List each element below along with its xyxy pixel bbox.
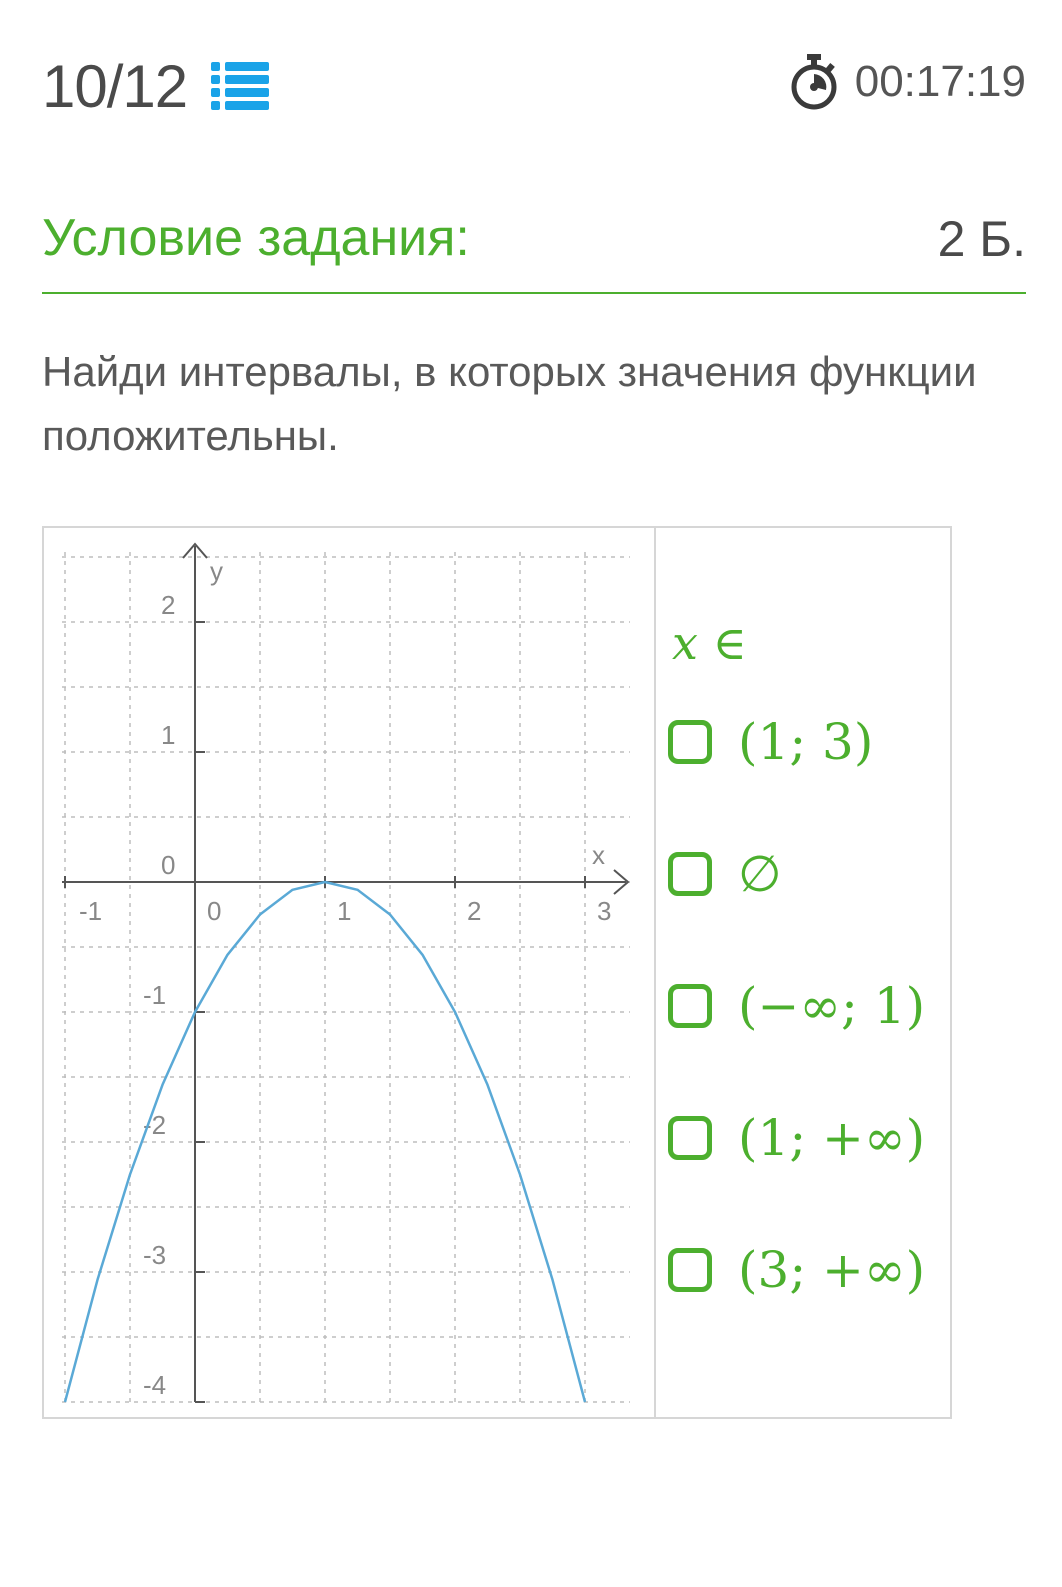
option-label: (−∞; 1) <box>738 977 926 1035</box>
option-label: (3; +∞) <box>738 1241 926 1299</box>
y-tick-label: -1 <box>143 980 167 1010</box>
x-axis-label: x <box>592 840 605 870</box>
x-tick-label: 3 <box>597 896 612 926</box>
y-axis-label: y <box>210 556 223 586</box>
timer-value: 00:17:19 <box>854 57 1026 106</box>
checkbox[interactable] <box>668 984 712 1028</box>
answer-options <box>668 616 948 1336</box>
y-tick-label: 2 <box>161 590 176 620</box>
y-tick-label: 1 <box>161 720 176 750</box>
question-counter: 10/12 <box>42 53 188 120</box>
x-tick-label: 2 <box>467 896 482 926</box>
answer-prefix: x ∈ <box>672 616 747 670</box>
points-badge: 2 Б. <box>937 211 1026 267</box>
option-label: (1; +∞) <box>738 1109 926 1167</box>
y-tick-label: -3 <box>143 1240 167 1270</box>
x-tick-label: -1 <box>79 896 103 926</box>
answer-option-3[interactable] <box>668 940 948 1072</box>
list-icon[interactable] <box>209 56 271 118</box>
top-bar <box>42 52 1026 132</box>
y-tick-label: 0 <box>161 850 176 880</box>
task-box <box>42 526 952 1419</box>
answer-option-1[interactable] <box>668 676 948 808</box>
option-label: ∅ <box>738 845 782 903</box>
stopwatch-icon <box>789 52 839 112</box>
graph-cell <box>44 528 656 1417</box>
y-tick-label: -2 <box>143 1110 167 1140</box>
checkbox[interactable] <box>668 1248 712 1292</box>
answer-option-4[interactable] <box>668 1072 948 1204</box>
checkbox[interactable] <box>668 720 712 764</box>
x-tick-label: 0 <box>207 896 222 926</box>
question-text: Найди интервалы, в которых значения функции положительны. <box>42 348 977 459</box>
x-tick-label: 1 <box>337 896 352 926</box>
timer <box>789 52 1026 112</box>
answer-option-2[interactable] <box>668 808 948 940</box>
answer-option-5[interactable] <box>668 1204 948 1336</box>
option-label: (1; 3) <box>738 713 874 771</box>
condition-header <box>42 208 1026 294</box>
function-graph <box>44 528 654 1417</box>
checkbox[interactable] <box>668 852 712 896</box>
checkbox[interactable] <box>668 1116 712 1160</box>
condition-title: Условие задания: <box>42 209 470 267</box>
progress <box>42 52 271 121</box>
y-tick-label: -4 <box>143 1370 167 1400</box>
